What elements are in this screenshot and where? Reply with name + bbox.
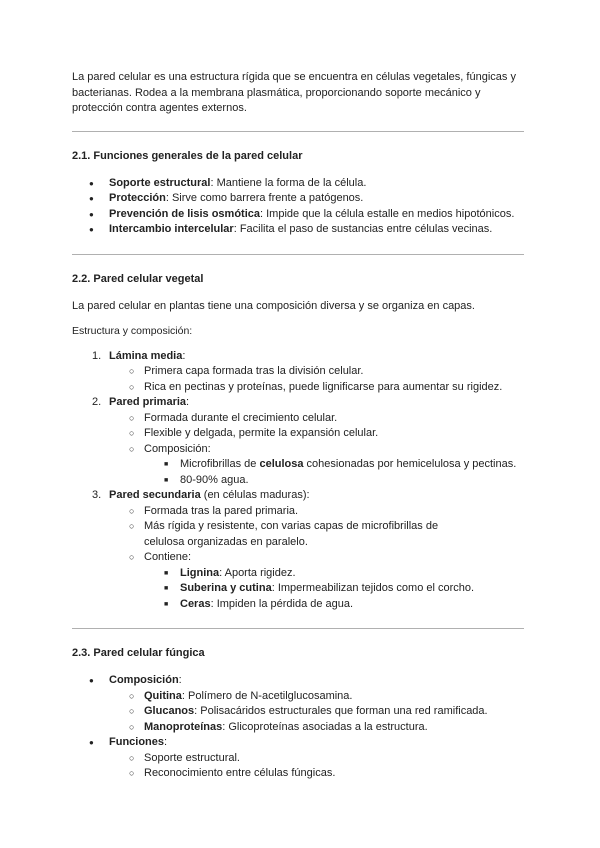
intro-paragraph: La pared celular es una estructura rígida que se encuentra en células vegetales, fúngicas y bacterianas. Rodea a la membrana plasmática, proporcionando soporte mecánico y protección contra agentes externos. [72,71,516,114]
list-item: ● Soporte estructural: Mantiene la forma de la célula. [72,176,532,192]
section-title: 2.2. Pared celular vegetal [72,272,204,285]
list-item: ● Protección: Sirve como barrera frente a patógenos. [72,191,532,207]
list-item: ○ Formada durante el crecimiento celular. [72,411,532,427]
divider [72,131,524,132]
list-item: ■ Suberina y cutina: Impermeabilizan tejidos como el corcho. [72,581,532,597]
list-item: 1. Lámina media: [92,349,186,362]
section-title: 2.3. Pared celular fúngica [72,647,205,659]
list-item: ○ Soporte estructural. [72,751,532,767]
list-item: ○ Quitina: Polímero de N-acetilglucosamina. [72,689,532,705]
list-item: ■ 80-90% agua. [72,473,532,489]
list-item: ■ Ceras: Impiden la pérdida de agua. [72,597,532,613]
subsection-label: Estructura y composición: [72,325,193,337]
list-item: 3. Pared secundaria (en células maduras): [92,489,310,501]
list-item: ● Funciones: [72,735,532,751]
list-item: ● Prevención de lisis osmótica: Impide que la célula estalle en medios hipotónicos. [72,207,532,223]
list-item: ○ Contiene: [72,550,532,566]
list-item: ○ Composición: [72,442,532,458]
list-item: ○ Rica en pectinas y proteínas, puede lignificarse para aumentar su rigidez. [72,380,532,396]
list-item: ○ Formada tras la pared primaria. [72,504,532,520]
document-page [72,70,532,782]
functions-list [72,176,532,238]
list-item: ● Intercambio intercelular: Facilita el paso de sustancias entre células vecinas. [72,222,532,238]
list-item: ○ Primera capa formada tras la división celular. [72,364,532,380]
list-item: ○ Flexible y delgada, permite la expansión celular. [72,426,532,442]
fungal-list [72,673,532,782]
divider [72,628,524,629]
list-item: ○ Manoproteínas: Glicoproteínas asociadas a la estructura. [72,720,532,736]
divider [72,254,524,255]
list-item: ■ Lignina: Aporta rigidez. [72,566,532,582]
list-item: 2. Pared primaria: [92,396,190,408]
list-item: ● Composición: [72,673,532,689]
list-item: ■ Microfibrillas de celulosa cohesionadas por hemicelulosa y pectinas. [72,457,532,473]
list-item: ○ Más rígida y resistente, con varias capas de microfibrillas de celulosa organizadas en paralelo. [72,519,532,550]
section-paragraph: La pared celular en plantas tiene una composición diversa y se organiza en capas. [72,299,475,312]
layers-list [72,349,532,613]
list-item: ○ Reconocimiento entre células fúngicas. [72,766,532,782]
list-item: ○ Glucanos: Polisacáridos estructurales que forman una red ramificada. [72,704,532,720]
section-title: 2.1. Funciones generales de la pared celular [72,149,303,162]
